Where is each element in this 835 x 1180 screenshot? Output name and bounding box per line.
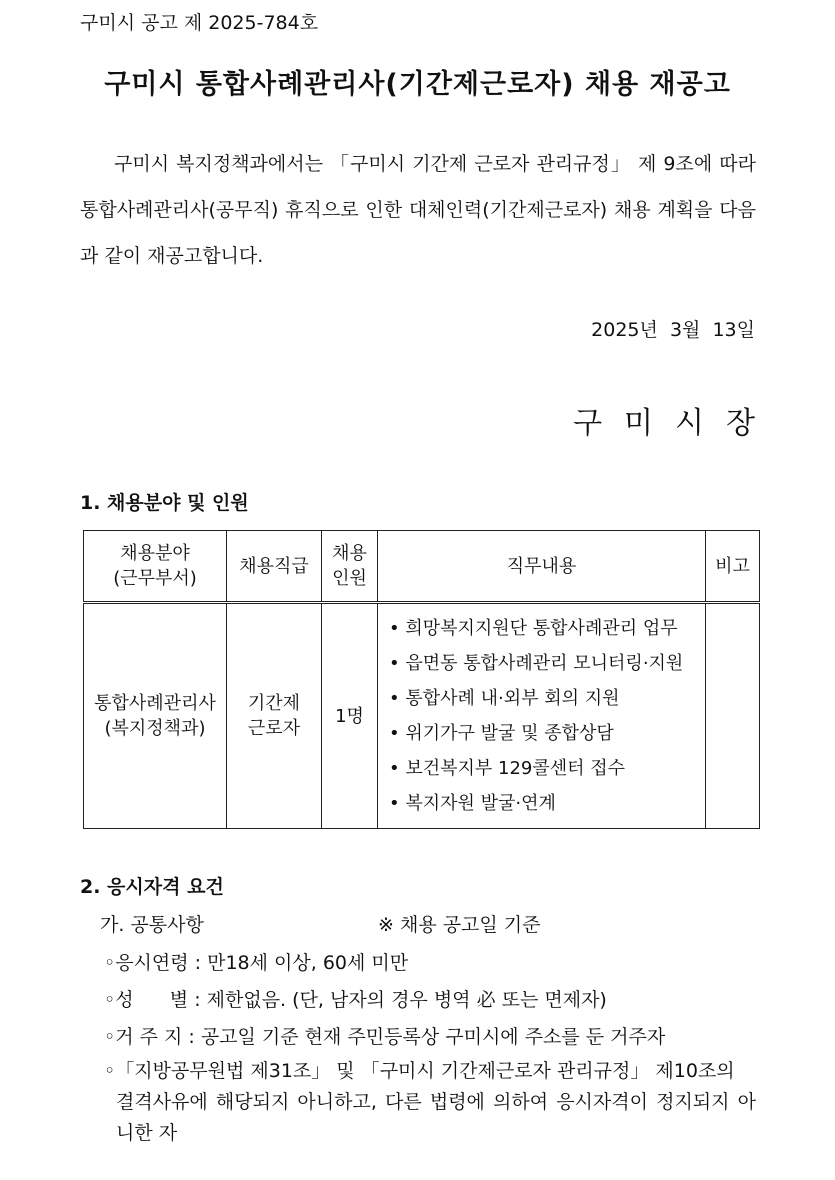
intro-text: 구미시 복지정책과에서는 「구미시 기간제 근로자 관리규정」 제 9조에 따라 통합사례관리사(공무직) 휴직으로 인한 대체인력(기간제근로자) 채용 계획을 다음과 같이 재공고합니다. [80,153,756,267]
list-item: • 통합사례 내·외부 회의 지원 [389,688,620,709]
requirement-disqualification-line1: ◦「지방공무원법 제31조」 및 「구미시 기간제근로자 관리규정」 제10조의 [104,1060,735,1082]
header-field-line1: 채용분야 [120,543,190,564]
header-remarks: 비고 [706,531,760,603]
cell-field-line1: 통합사례관리사 [94,693,216,714]
requirement-disqualification-rest: 결격사유에 해당되지 아니하고, 다른 법령에 의하여 응시자격이 정지되지 아니한 자 [116,1091,756,1144]
header-duties: 직무내용 [378,531,706,603]
recruitment-table [83,530,760,829]
header-field [84,531,227,603]
cell-grade [227,603,322,829]
requirement-residence: ◦거 주 지 : 공고일 기준 현재 주민등록상 구미시에 주소를 둔 거주자 [104,1026,666,1048]
requirement-gender: ◦성 별 : 제한없음. (단, 남자의 경우 병역 必 또는 면제자) [104,989,607,1011]
requirement-age: ◦응시연령 : 만18세 이상, 60세 미만 [104,952,409,974]
notice-number: 구미시 공고 제 2025-784호 [80,12,319,34]
table-row [84,603,760,829]
list-item: • 위기가구 발굴 및 종합상담 [389,723,614,744]
header-field-line2: (근무부서) [113,568,197,589]
duty-list [379,611,704,821]
common-requirements-title: 가. 공통사항 [100,914,204,936]
list-item: • 보건복지부 129콜센터 접수 [389,758,626,779]
page-title: 구미시 통합사례관리사(기간제근로자) 채용 재공고 [104,69,731,100]
header-count-line2: 인원 [332,568,367,589]
cell-count: 1명 [322,603,378,829]
cell-field-line2: (복지정책과) [104,718,206,739]
issuer-name: 구미시장 [573,406,777,441]
cell-grade-line1: 기간제 [247,693,301,714]
list-item: • 희망복지지원단 통합사례관리 업무 [389,618,678,639]
requirement-disqualification [104,1056,756,1149]
section2-title: 2. 응시자격 요건 [80,876,224,898]
list-item: • 복지자원 발굴·연계 [389,793,556,814]
header-grade: 채용직급 [227,531,322,603]
intro-paragraph [80,141,756,279]
announcement-date: 2025년 3월 13일 [591,319,755,341]
cell-duties [378,603,706,829]
cell-grade-line2: 근로자 [247,718,301,739]
table-header-row [84,531,760,603]
cell-field [84,603,227,829]
section1-title: 1. 채용분야 및 인원 [80,492,249,514]
list-item: • 읍면동 통합사례관리 모니터링·지원 [389,653,684,674]
header-count-line1: 채용 [332,543,367,564]
cell-remarks [706,603,760,829]
reference-date-note: ※ 채용 공고일 기준 [378,914,541,936]
header-count [322,531,378,603]
